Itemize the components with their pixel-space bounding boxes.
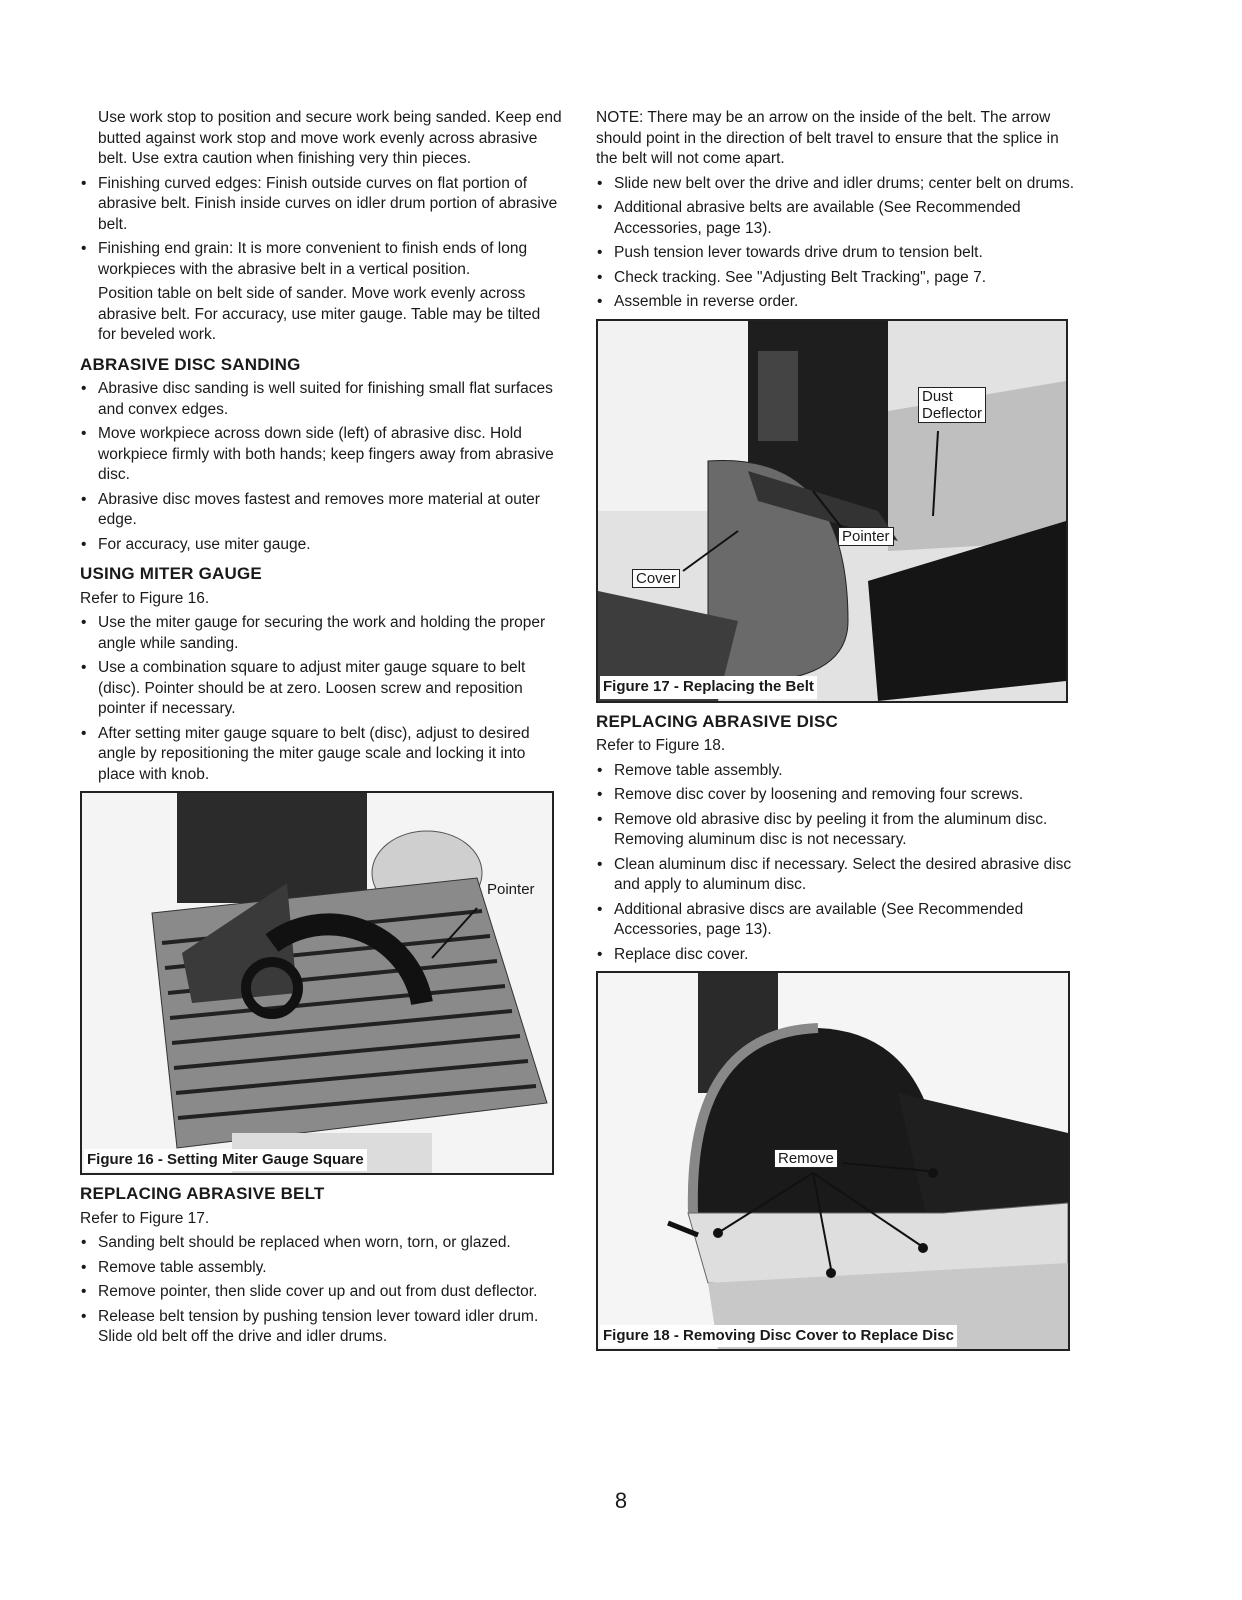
figure-16-caption: Figure 16 - Setting Miter Gauge Square xyxy=(84,1149,367,1172)
sanding-tips-list xyxy=(80,174,562,281)
list-item: • Slide new belt over the drive and idler drums; center belt on drums. xyxy=(596,174,1078,195)
figure-17-pointer-label: Pointer xyxy=(838,527,894,546)
refer-figure-17: Refer to Figure 17. xyxy=(80,1209,210,1227)
list-item: • Additional abrasive discs are available (See Recommended Accessories, page 13). xyxy=(596,900,1078,941)
list-item: • Finishing end grain: It is more convenient to finish ends of long workpieces with the abrasive belt in a vertical position. xyxy=(80,239,562,280)
list-item: • Clean aluminum disc if necessary. Select the desired abrasive disc and apply to aluminum disc. xyxy=(596,855,1078,896)
miter-gauge-list xyxy=(80,613,562,785)
figure-17-photo xyxy=(598,321,1066,701)
figure-18-remove-label: Remove xyxy=(774,1149,838,1168)
list-item: • Remove table assembly. xyxy=(596,761,1078,782)
belt-install-list xyxy=(596,174,1078,313)
list-item: • Finishing curved edges: Finish outside curves on flat portion of abrasive belt. Finish inside curves on idler drum portion of abrasive belt. xyxy=(80,174,562,236)
list-item: • Assemble in reverse order. xyxy=(596,292,1078,313)
figure-18-caption: Figure 18 - Removing Disc Cover to Replace Disc xyxy=(600,1325,957,1348)
figure-17-cover-label: Cover xyxy=(632,569,680,588)
section-heading-replacing-belt: REPLACING ABRASIVE BELT xyxy=(80,1184,325,1203)
figure-16 xyxy=(80,791,554,1175)
intro-paragraph: Use work stop to position and secure work being sanded. Keep end butted against work stop and move work evenly across abrasive belt. Use extra caution when finishing very thin pieces. xyxy=(98,109,562,167)
list-item: • Abrasive disc sanding is well suited for finishing small flat surfaces and convex edges. xyxy=(80,379,562,420)
refer-figure-18: Refer to Figure 18. xyxy=(596,737,726,754)
list-item: • Remove pointer, then slide cover up and out from dust deflector. xyxy=(80,1282,562,1303)
label-dust: Dust xyxy=(922,387,953,405)
list-item: • Remove old abrasive disc by peeling it from the aluminum disc. Removing aluminum disc is not necessary. xyxy=(596,810,1078,851)
left-column xyxy=(80,108,562,1352)
label-deflector: Deflector xyxy=(922,404,983,422)
figure-16-pointer-label: Pointer xyxy=(487,881,535,898)
list-item: • Remove disc cover by loosening and removing four screws. xyxy=(596,785,1078,806)
refer-figure-16: Refer to Figure 16. xyxy=(80,589,210,607)
list-item: • For accuracy, use miter gauge. xyxy=(80,535,562,556)
figure-17-dust-deflector-label xyxy=(918,387,986,423)
section-heading-replacing-disc: REPLACING ABRASIVE DISC xyxy=(596,711,838,731)
figure-17 xyxy=(596,319,1068,703)
list-item: • After setting miter gauge square to belt (disc), adjust to desired angle by repositioning the miter gauge scale and locking it into place with knob. xyxy=(80,724,562,786)
figure-18 xyxy=(596,971,1070,1351)
list-item: • Push tension lever towards drive drum to tension belt. xyxy=(596,243,1078,264)
right-column xyxy=(596,108,1078,1359)
figure-16-photo xyxy=(82,793,552,1173)
section-heading-miter-gauge: USING MITER GAUGE xyxy=(80,564,262,583)
section-heading-disc-sanding: ABRASIVE DISC SANDING xyxy=(80,354,301,374)
figure-17-caption: Figure 17 - Replacing the Belt xyxy=(600,676,817,699)
list-item: • Move workpiece across down side (left) of abrasive disc. Hold workpiece firmly with both hands; keep fingers away from abrasive disc. xyxy=(80,424,562,486)
end-grain-paragraph: Position table on belt side of sander. Move work evenly across abrasive belt. For accuracy, use miter gauge. Table may be tilted for beveled work. xyxy=(98,285,541,343)
belt-note: NOTE: There may be an arrow on the inside of the belt. The arrow should point in the direction of belt travel to ensure that the splice in the belt will not come apart. xyxy=(596,109,1059,167)
replacing-disc-list xyxy=(596,761,1078,966)
list-item: • Abrasive disc moves fastest and removes more material at outer edge. xyxy=(80,490,562,531)
list-item: • Replace disc cover. xyxy=(596,945,1078,966)
list-item: • Sanding belt should be replaced when worn, torn, or glazed. xyxy=(80,1233,562,1254)
list-item: • Additional abrasive belts are available (See Recommended Accessories, page 13). xyxy=(596,198,1078,239)
page-number: 8 xyxy=(614,1488,628,1513)
replacing-belt-list xyxy=(80,1233,562,1348)
list-item: • Check tracking. See "Adjusting Belt Tracking", page 7. xyxy=(596,268,1078,289)
list-item: • Release belt tension by pushing tension lever toward idler drum. Slide old belt off the drive and idler drums. xyxy=(80,1307,562,1348)
list-item: • Use a combination square to adjust miter gauge square to belt (disc). Pointer should be at zero. Loosen screw and reposition pointer if necessary. xyxy=(80,658,562,720)
list-item: • Use the miter gauge for securing the work and holding the proper angle while sanding. xyxy=(80,613,562,654)
list-item: • Remove table assembly. xyxy=(80,1258,562,1279)
disc-sanding-list xyxy=(80,379,562,555)
